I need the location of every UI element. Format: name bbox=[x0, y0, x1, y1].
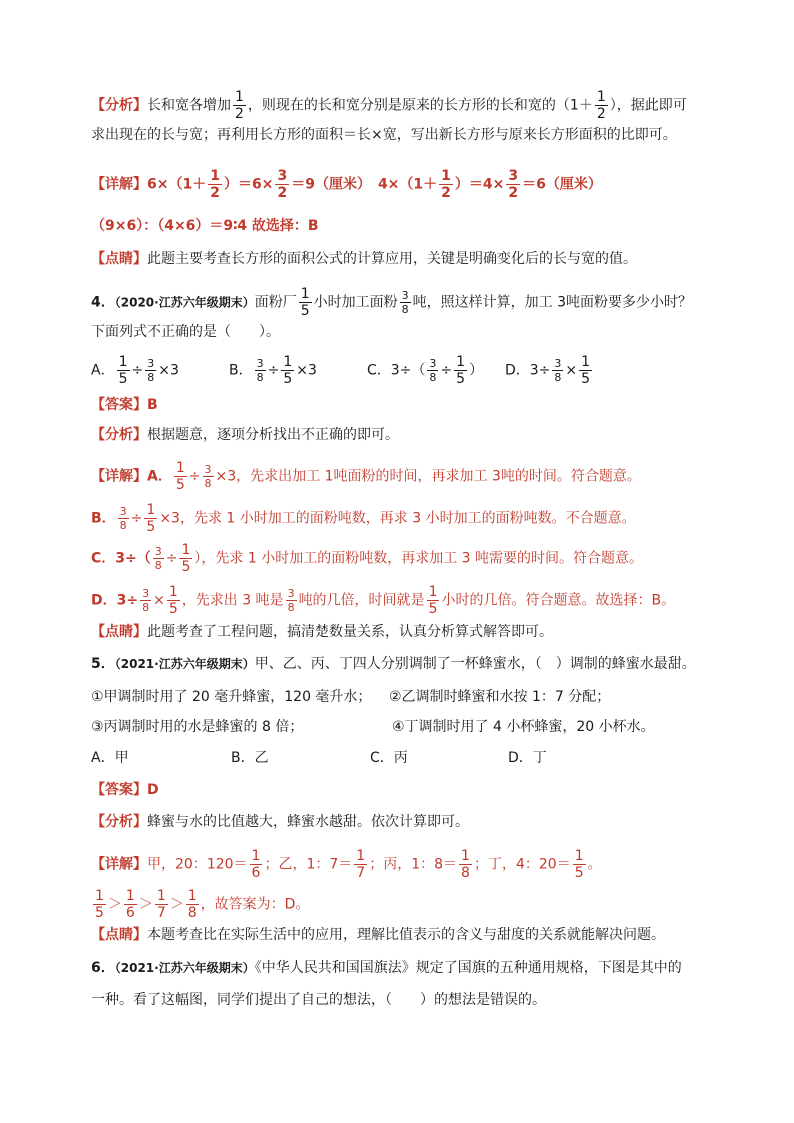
fraction: $\frac{1}{2}$ bbox=[235, 89, 244, 122]
q4-option-d[interactable]: D．3÷ $\frac{3}{8}$ × $\frac{1}{5}$ bbox=[505, 354, 591, 387]
q5-condition-1: ①甲调制时用了 20 毫升蜂蜜，120 毫升水； bbox=[91, 689, 372, 705]
q4-stem-line2: 下面列式不正确的是（ ）。 bbox=[91, 324, 280, 340]
fraction: $\frac{1}{2}$ bbox=[596, 89, 606, 122]
q4-option-b[interactable]: B． $\frac{3}{8}$ ÷ $\frac{1}{5}$ ×3 bbox=[229, 354, 317, 387]
q3-comment: 【点睛】此题主要考查长方形的面积公式的计算应用，关键是明确变化后的长与宽的值。 bbox=[91, 251, 637, 267]
q4-option-c[interactable]: C．3÷（ $\frac{3}{8}$ ÷ $\frac{1}{5}$ ） bbox=[367, 354, 484, 387]
q4-comment: 【点睛】此题考查了工程问题，搞清楚数量关系，认真分析算式解答即可。 bbox=[91, 624, 553, 640]
q4-solution-b: B． $\frac{3}{8}$ ÷ $\frac{1}{5}$ ×3，先求 1 小时加工的面粉吨数，再求 3 小时加工的面粉吨数。不合题意。 bbox=[91, 502, 636, 535]
q5-option-b[interactable]: B．乙 bbox=[231, 750, 269, 766]
q5-condition-2: ②乙调制时蜂蜜和水按 1：7 分配； bbox=[389, 689, 611, 705]
q3-analysis-line1: 【分析】长和宽各增加 $\frac{1}{2}$ ，则现在的长和宽分别是原来的长方形的长和宽的（1＋ $\frac{1}{2}$ ），据此即可 bbox=[91, 89, 687, 122]
q6-stem-line2: 一种。看了这幅图，同学们提出了自己的想法，（ ）的想法是错误的。 bbox=[91, 992, 546, 1008]
q5-option-d[interactable]: D．丁 bbox=[508, 750, 547, 766]
q5-option-a[interactable]: A．甲 bbox=[91, 750, 129, 766]
q3-solution-line1: 【详解】6×（1＋ $\frac{1}{2}$ ）＝6× $\frac{3}{2}$ ＝9（厘米） 4×（1＋ $\frac{1}{2}$ ）＝4× $\frac{3}{2}$ ＝6（厘米） bbox=[91, 168, 602, 201]
q5-solution-line1: 【详解】甲，20：120＝ $\frac{1}{6}$ ；乙，1：7＝ $\frac{1}{7}$ ；丙，1：8＝ $\frac{1}{8}$ ；丁，4：20＝ $\frac{1}{5}$ 。 bbox=[91, 848, 602, 881]
q5-condition-4: ④丁调制时用了 4 小杯蜂蜜，20 小杯水。 bbox=[392, 719, 655, 735]
q4-stem-line1: 4．（2020·江苏六年级期末）面粉厂 $\frac{1}{5}$ 小时加工面粉 $\frac{3}{8}$ 吨，照这样计算，加工 3吨面粉要多少小时？ bbox=[91, 286, 692, 319]
q6-stem-line1: 6．（2021·江苏六年级期末）《中华人民共和国国旗法》规定了国旗的五种通用规格，下图是其中的 bbox=[91, 960, 682, 976]
q3-analysis-line2: 求出现在的长与宽；再利用长方形的面积＝长×宽，写出新长方形与原来长方形面积的比即可。 bbox=[91, 127, 677, 143]
q4-solution-a: 【详解】A． $\frac{1}{5}$ ÷ $\frac{3}{8}$ ×3，先求出加工 1吨面粉的时间，再求加工 3吨的时间。符合题意。 bbox=[91, 460, 641, 493]
q4-analysis: 【分析】根据题意，逐项分析找出不正确的即可。 bbox=[91, 427, 399, 443]
q3-solution-line2: （9×6）：（4×6）＝9∶4 故选择：B bbox=[91, 218, 319, 234]
q5-comment: 【点睛】本题考查比在实际生活中的应用，理解比值表示的含义与甜度的关系就能解决问题。 bbox=[91, 927, 665, 943]
q5-stem: 5．（2021·江苏六年级期末）甲、乙、丙、丁四人分别调制了一杯蜂蜜水，（ ）调制的蜂蜜水最甜。 bbox=[91, 656, 696, 672]
q5-solution-line2: $\frac{1}{5}$ ＞ $\frac{1}{6}$ ＞ $\frac{1}{7}$ ＞ $\frac{1}{8}$ ，故答案为：D。 bbox=[95, 888, 310, 921]
q4-solution-d: D．3÷ $\frac{3}{8}$ × $\frac{1}{5}$ ，先求出 3 吨是 $\frac{3}{8}$ 吨的几倍，时间就是 $\frac{1}{5}$ 小时的几倍。符合题意。故选择：B。 bbox=[91, 584, 676, 617]
q5-answer: 【答案】D bbox=[91, 782, 159, 798]
q5-condition-3: ③丙调制时用的水是蜂蜜的 8 倍； bbox=[91, 719, 304, 735]
q4-solution-c: C．3÷（ $\frac{3}{8}$ ÷ $\frac{1}{5}$ ），先求 1 小时加工的面粉吨数，再求加工 3 吨需要的时间。符合题意。 bbox=[91, 542, 644, 575]
q4-option-a[interactable]: A． $\frac{1}{5}$ ÷ $\frac{3}{8}$ ×3 bbox=[91, 354, 179, 387]
q4-answer: 【答案】B bbox=[91, 397, 158, 413]
q5-analysis: 【分析】蜂蜜与水的比值越大，蜂蜜水越甜。依次计算即可。 bbox=[91, 814, 469, 830]
q5-option-c[interactable]: C．丙 bbox=[370, 750, 408, 766]
